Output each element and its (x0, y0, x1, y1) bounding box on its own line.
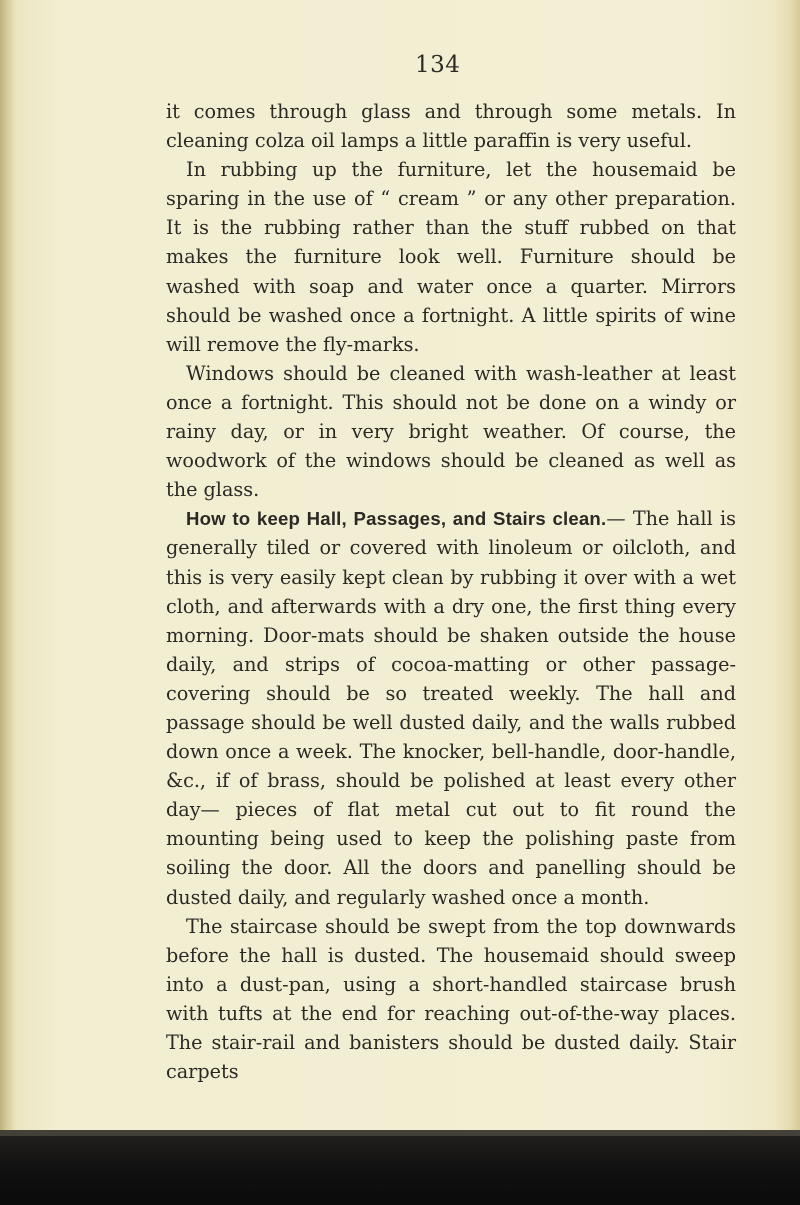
section-heading: How to keep Hall, Passages, and Stairs clean. (186, 508, 607, 530)
page-number: 134 (415, 52, 461, 78)
paragraph-staircase: The staircase should be swept from the top downwards before the hall is dusted. The housemaid should sweep into a dust-pan, using a short-handled staircase brush with tufts at the end for reaching out-of-the-way places. The stair-rail and banisters should be dusted daily. Stair carpets (166, 914, 736, 1084)
paragraph-windows: Windows should be cleaned with wash-leather at least once a fortnight. This should not be done on a windy or rainy day, or in very bright weather. Of course, the woodwork of the windows should be cleaned as well as the glass. (166, 361, 736, 502)
body-text (166, 97, 736, 1086)
paragraph-furniture: In rubbing up the furniture, let the housemaid be sparing in the use of “ cream ” or any other preparation. It is the rubbing rather than the stuff rubbed on that makes the furniture look well. Furniture should be washed with soap and water once a quarter. Mirrors should be washed once a fortnight. A little spirits of wine will remove the fly-marks. (166, 158, 736, 356)
paragraph-lamps: it comes through glass and through some metals. In cleaning colza oil lamps a little paraffin is very useful. (166, 100, 736, 153)
page-spine-shadow (0, 0, 14, 1130)
paragraph-hall (166, 504, 736, 911)
scan-bottom-edge (0, 1130, 800, 1205)
paragraph-hall-text: — The hall is generally tiled or covered with linoleum or oilcloth, and this is very easily kept clean by rubbing it over with a wet cloth, and afterwards with a dry one, the first thing every morning. Door-mats should be shaken outside the house daily, and strips of cocoa-matting or other passage-covering should be so treated weekly. The hall and passage should be well dusted daily, and the walls rubbed down once a week. The knocker, bell-handle, door-handle, &c., if of brass, should be polished at least every other day— pieces of flat metal cut out to fit round the mounting being used to keep the polishing paste from soiling the door. All the doors and panelling should be dusted daily, and regularly washed once a month. (166, 507, 736, 909)
